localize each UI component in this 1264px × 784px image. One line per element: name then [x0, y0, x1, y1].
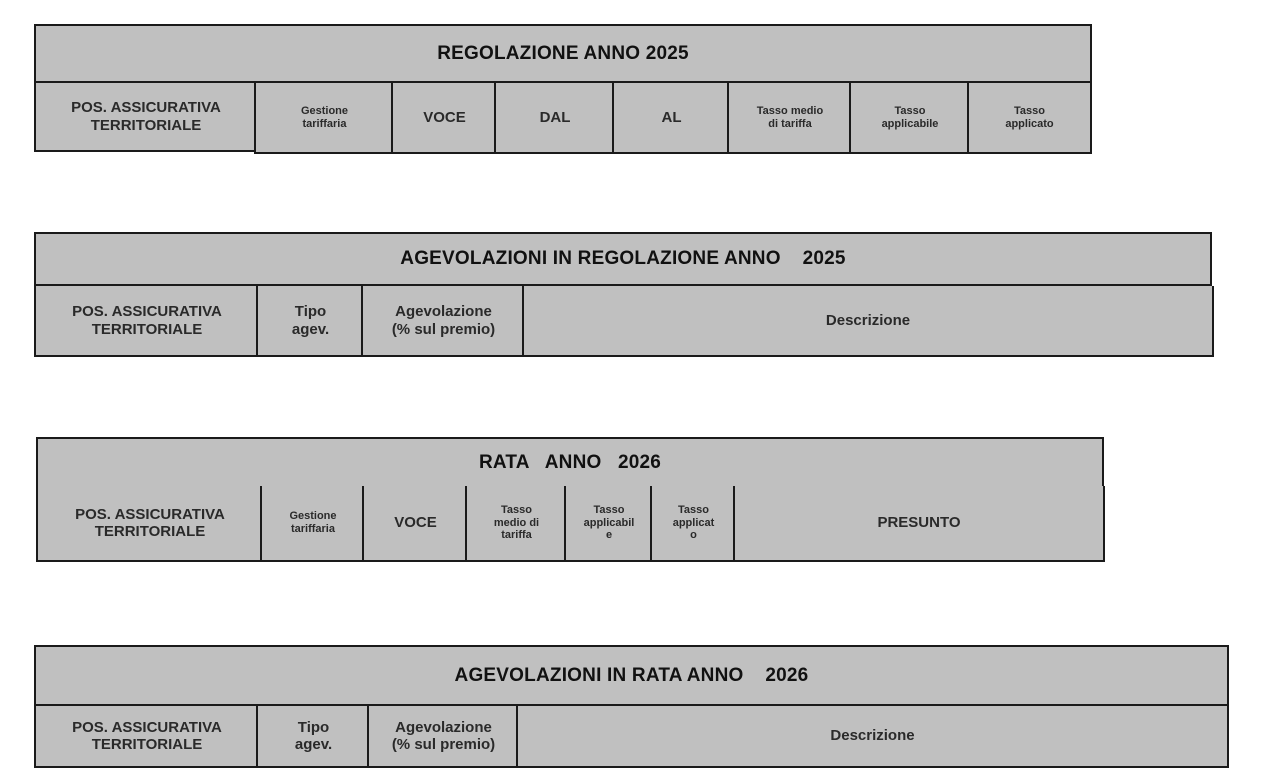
col-tasso-applicato: Tasso applicato	[967, 83, 1092, 154]
col-pos-assicurativa: POS. ASSICURATIVA TERRITORIALE	[34, 286, 258, 357]
col-dal: DAL	[494, 83, 614, 154]
regolazione-title: REGOLAZIONE ANNO 2025	[34, 24, 1092, 83]
col-al: AL	[612, 83, 729, 154]
col-gestione-tariffaria: Gestione tariffaria	[260, 486, 364, 562]
col-pos-assicurativa: POS. ASSICURATIVA TERRITORIALE	[34, 83, 256, 152]
col-voce: VOCE	[391, 83, 496, 154]
col-pos-assicurativa: POS. ASSICURATIVA TERRITORIALE	[34, 706, 258, 768]
rata-title: RATA ANNO 2026	[36, 437, 1104, 488]
col-tasso-applicato: Tasso applicat o	[650, 486, 735, 562]
col-pos-assicurativa: POS. ASSICURATIVA TERRITORIALE	[36, 486, 262, 562]
col-agevolazione: Agevolazione (% sul premio)	[361, 286, 524, 357]
agevolazioni-rata-title: AGEVOLAZIONI IN RATA ANNO 2026	[34, 645, 1229, 706]
col-tasso-applicabile: Tasso applicabile	[849, 83, 969, 154]
col-presunto: PRESUNTO	[733, 486, 1105, 562]
col-descrizione: Descrizione	[522, 286, 1214, 357]
col-descrizione: Descrizione	[516, 706, 1229, 768]
col-tasso-applicabile: Tasso applicabil e	[564, 486, 652, 562]
col-tipo-agev: Tipo agev.	[256, 286, 363, 357]
col-tipo-agev: Tipo agev.	[256, 706, 369, 768]
agevolazioni-regolazione-title: AGEVOLAZIONI IN REGOLAZIONE ANNO 2025	[34, 232, 1212, 286]
col-gestione-tariffaria: Gestione tariffaria	[254, 83, 393, 154]
col-voce: VOCE	[362, 486, 467, 562]
col-tasso-medio: Tasso medio di tariffa	[465, 486, 566, 562]
col-agevolazione: Agevolazione (% sul premio)	[367, 706, 518, 768]
col-tasso-medio: Tasso medio di tariffa	[727, 83, 851, 154]
